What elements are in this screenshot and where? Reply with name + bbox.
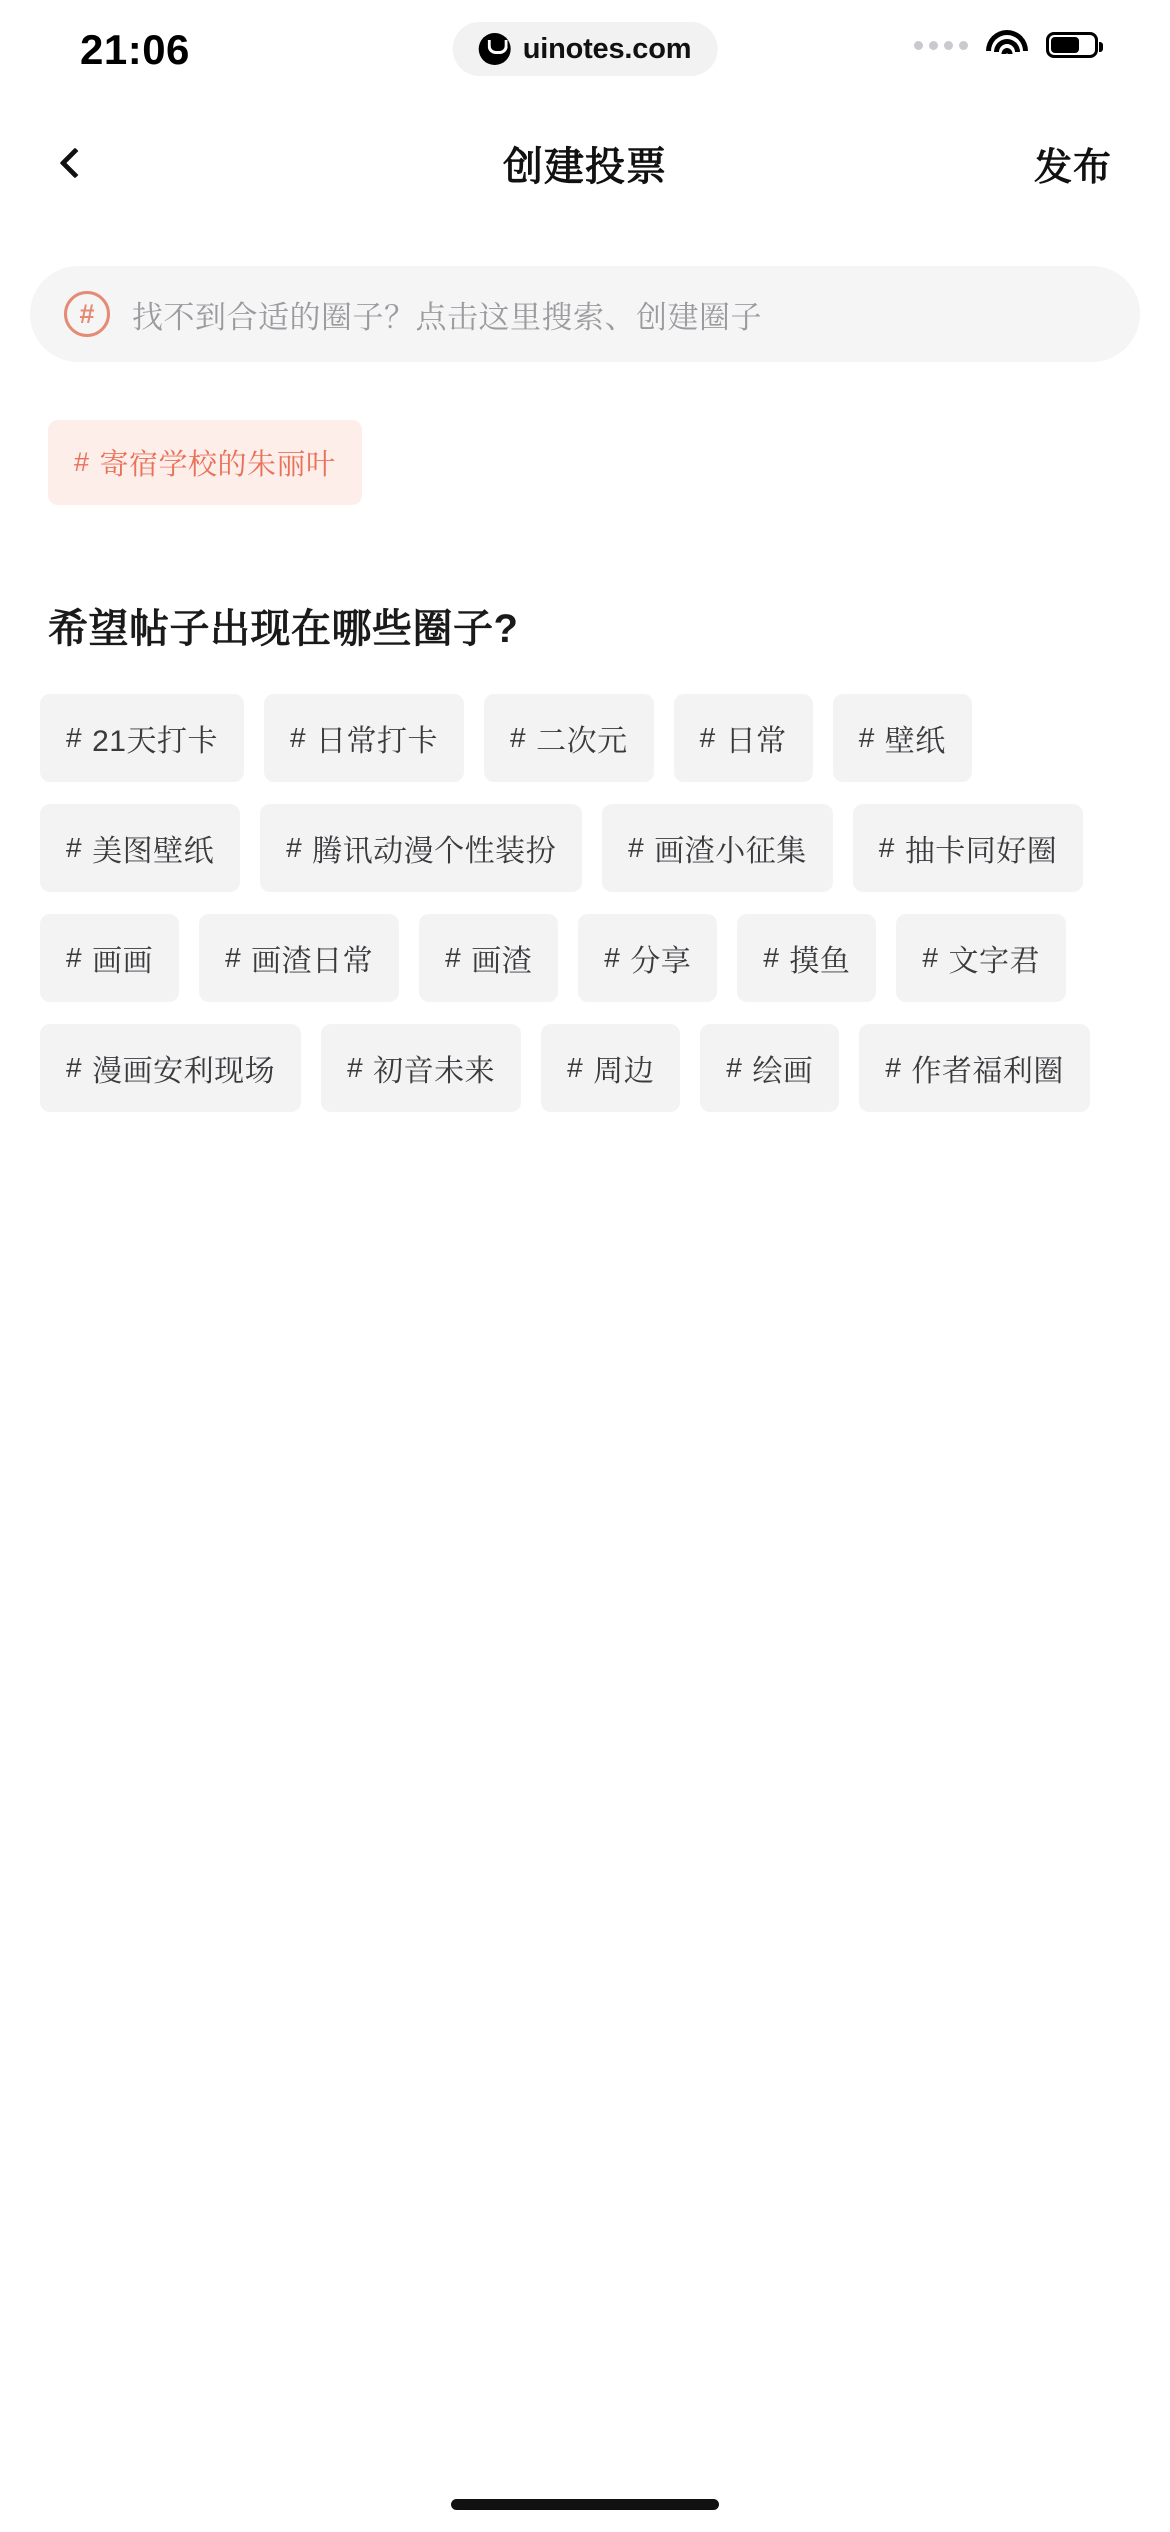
tag-chip-label: 腾讯动漫个性装扮 bbox=[312, 835, 557, 868]
tag-chip-label: 画渣小征集 bbox=[654, 835, 807, 868]
tag-chip-label: 文字君 bbox=[948, 945, 1040, 978]
page-title: 创建投票 bbox=[503, 144, 667, 189]
hash-icon: # bbox=[66, 722, 83, 753]
tag-chip-label: 摸鱼 bbox=[789, 945, 851, 978]
uinotes-logo-icon bbox=[479, 33, 511, 65]
publish-button[interactable]: 发布 bbox=[1033, 146, 1112, 189]
tag-chip[interactable] bbox=[40, 1024, 301, 1112]
hash-icon: # bbox=[286, 832, 303, 863]
selected-tag-list bbox=[48, 420, 1170, 505]
search-placeholder: 找不到合适的圈子？点击这里搜索、创建圈子 bbox=[132, 299, 762, 335]
tag-chip-label: 日常 bbox=[725, 725, 787, 758]
battery-icon bbox=[1046, 32, 1098, 58]
tag-chip[interactable] bbox=[853, 804, 1084, 892]
home-indicator bbox=[451, 2499, 719, 2510]
hash-icon: # bbox=[699, 722, 716, 753]
tag-chip[interactable] bbox=[833, 694, 972, 782]
status-icons bbox=[914, 30, 1098, 60]
tag-chip[interactable] bbox=[859, 1024, 1090, 1112]
hash-icon: # bbox=[74, 447, 90, 477]
tag-chip[interactable] bbox=[40, 914, 179, 1002]
search-input[interactable] bbox=[30, 266, 1140, 362]
site-badge-label: uinotes.com bbox=[522, 32, 692, 65]
hash-icon: # bbox=[66, 832, 83, 863]
tag-chip-label: 周边 bbox=[593, 1055, 655, 1088]
hash-icon: # bbox=[628, 832, 645, 863]
hash-icon: # bbox=[726, 1052, 743, 1083]
section-heading: 希望帖子出现在哪些圈子? bbox=[48, 607, 519, 651]
selected-tag[interactable] bbox=[48, 420, 362, 505]
hash-icon: # bbox=[858, 722, 875, 753]
tag-chip-label: 绘画 bbox=[752, 1055, 814, 1088]
tag-chip[interactable] bbox=[264, 694, 464, 782]
tag-chip[interactable] bbox=[484, 694, 654, 782]
tag-chip-label: 分享 bbox=[630, 945, 692, 978]
back-button[interactable] bbox=[52, 140, 98, 186]
tag-chip-label: 漫画安利现场 bbox=[92, 1055, 276, 1088]
tag-chip-label: 二次元 bbox=[536, 725, 628, 758]
hash-icon: # bbox=[66, 942, 83, 973]
suggested-tag-list bbox=[40, 694, 1130, 1112]
tag-chip[interactable] bbox=[578, 914, 717, 1002]
tag-chip[interactable] bbox=[199, 914, 399, 1002]
wifi-icon bbox=[986, 30, 1028, 60]
tag-chip-label: 21天打卡 bbox=[92, 725, 218, 758]
tag-chip[interactable] bbox=[40, 694, 244, 782]
tag-chip-label: 画画 bbox=[92, 945, 154, 978]
tag-chip[interactable] bbox=[260, 804, 582, 892]
hash-circle-icon: # bbox=[64, 291, 110, 337]
tag-chip-label: 壁纸 bbox=[884, 725, 946, 758]
tag-chip[interactable] bbox=[737, 914, 876, 1002]
tag-chip-label: 画渣日常 bbox=[251, 945, 374, 978]
hash-icon: # bbox=[289, 722, 307, 753]
nav-bar bbox=[0, 108, 1170, 218]
tag-chip[interactable] bbox=[321, 1024, 521, 1112]
tag-chip[interactable] bbox=[40, 804, 240, 892]
hash-icon: # bbox=[604, 942, 621, 973]
hash-icon: # bbox=[763, 942, 780, 973]
tag-chip[interactable] bbox=[896, 914, 1066, 1002]
tag-chip-label: 初音未来 bbox=[373, 1055, 496, 1088]
status-bar bbox=[0, 0, 1170, 108]
tag-chip-label: 作者福利圈 bbox=[911, 1055, 1064, 1088]
search-section bbox=[30, 266, 1140, 362]
hash-icon: # bbox=[567, 1052, 584, 1083]
hash-icon: # bbox=[66, 1052, 83, 1083]
tag-chip[interactable] bbox=[541, 1024, 680, 1112]
tag-chip-label: 画渣 bbox=[471, 945, 533, 978]
hash-icon: # bbox=[510, 722, 527, 753]
tag-chip[interactable] bbox=[419, 914, 558, 1002]
chevron-left-icon bbox=[59, 147, 90, 178]
tag-chip-label: 抽卡同好圈 bbox=[904, 835, 1058, 868]
site-badge bbox=[453, 22, 718, 76]
tag-chip-label: 日常打卡 bbox=[316, 725, 439, 758]
selected-tag-label: 寄宿学校的朱丽叶 bbox=[99, 449, 336, 481]
hash-icon: # bbox=[878, 832, 895, 863]
tag-chip[interactable] bbox=[602, 804, 833, 892]
hash-icon: # bbox=[347, 1052, 364, 1083]
hash-icon: # bbox=[885, 1052, 902, 1083]
tag-chip[interactable] bbox=[700, 1024, 839, 1112]
hash-icon: # bbox=[225, 942, 242, 973]
hash-icon: # bbox=[445, 942, 462, 973]
hash-icon: # bbox=[922, 942, 939, 973]
tag-chip[interactable] bbox=[674, 694, 813, 782]
tag-chip-label: 美图壁纸 bbox=[92, 835, 215, 868]
signal-dots-icon bbox=[914, 41, 968, 50]
status-time: 21:06 bbox=[80, 26, 190, 73]
